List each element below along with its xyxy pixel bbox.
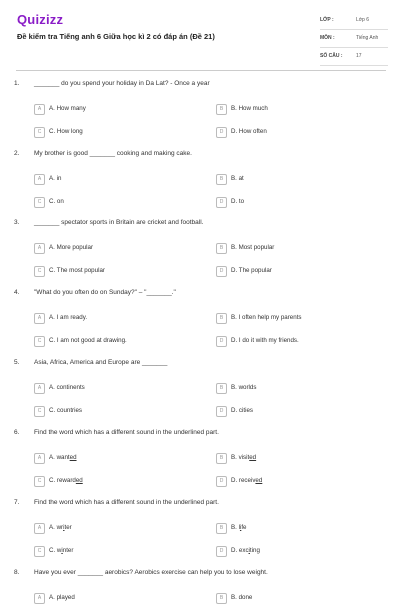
option-letter-box: C xyxy=(34,127,45,138)
option-text xyxy=(231,337,299,344)
option-text-main: D. The popular xyxy=(231,267,272,274)
option-text xyxy=(231,384,256,391)
option-text-main: A. More popular xyxy=(49,244,94,251)
option-text-main: D. receiv xyxy=(231,477,256,484)
answer-option-c[interactable] xyxy=(34,406,194,417)
option-text-main: C. w xyxy=(49,547,62,554)
option-letter-box: C xyxy=(34,266,45,277)
question-number: 8. xyxy=(14,569,20,576)
answer-option-d[interactable] xyxy=(216,546,376,557)
option-text-main: C. reward xyxy=(49,477,76,484)
answer-option-b[interactable] xyxy=(216,104,376,115)
option-letter-box: C xyxy=(34,197,45,208)
option-letter-box: C xyxy=(34,546,45,557)
option-letter-box: A xyxy=(34,174,45,185)
answer-option-a[interactable] xyxy=(34,593,194,604)
answer-option-a[interactable] xyxy=(34,453,194,464)
option-letter-box: A xyxy=(34,383,45,394)
option-text xyxy=(49,454,77,461)
option-letter-box: C xyxy=(34,336,45,347)
option-underlined-part: i xyxy=(63,524,65,531)
option-letter-box: C xyxy=(34,406,45,417)
worksheet-title: Đề kiểm tra Tiếng anh 6 Giữa học kì 2 có đáp án (Đề 21) xyxy=(17,32,215,41)
option-text xyxy=(231,314,302,321)
option-letter-box: C xyxy=(34,476,45,487)
option-text-main: C. on xyxy=(49,198,64,205)
header-divider xyxy=(16,70,386,71)
question-text: Have you ever _______ aerobics? Aerobics exercise can help you to lose weight. xyxy=(34,569,268,576)
option-underlined-part: ed xyxy=(69,454,77,461)
question-number: 4. xyxy=(14,289,20,296)
option-text xyxy=(231,175,244,182)
answer-option-a[interactable] xyxy=(34,383,194,394)
answer-option-d[interactable] xyxy=(216,476,376,487)
option-text xyxy=(49,384,85,391)
question-number: 1. xyxy=(14,80,20,87)
option-letter-box: A xyxy=(34,313,45,324)
option-text xyxy=(49,524,72,531)
option-text xyxy=(49,547,73,554)
answer-option-a[interactable] xyxy=(34,313,194,324)
option-text xyxy=(231,454,256,461)
answer-option-a[interactable] xyxy=(34,174,194,185)
option-text xyxy=(231,128,267,135)
answer-option-b[interactable] xyxy=(216,453,376,464)
option-letter-box: A xyxy=(34,593,45,604)
option-underlined-part: ed xyxy=(75,477,83,484)
option-letter-box: B xyxy=(216,523,227,534)
question-number: 3. xyxy=(14,219,20,226)
option-text-main: A. continents xyxy=(49,384,85,391)
option-letter-box: D xyxy=(216,127,227,138)
option-underlined-part: ed xyxy=(255,477,263,484)
option-text-main: C. How long xyxy=(49,128,83,135)
option-letter-box: D xyxy=(216,336,227,347)
option-letter-box: B xyxy=(216,104,227,115)
option-text-main: B. visit xyxy=(231,454,250,461)
option-text-main: C. I am not good at drawing. xyxy=(49,337,127,344)
option-text-main: B. at xyxy=(231,175,244,182)
option-text-main: D. cities xyxy=(231,407,254,414)
option-text-main: A. played xyxy=(49,594,75,601)
answer-option-c[interactable] xyxy=(34,546,194,557)
option-letter-box: D xyxy=(216,266,227,277)
option-text-main: B. l xyxy=(231,524,240,531)
answer-option-c[interactable] xyxy=(34,197,194,208)
meta-row-subject xyxy=(320,30,388,48)
meta-value: 17 xyxy=(356,53,362,59)
question-text: My brother is good _______ cooking and making cake. xyxy=(34,150,192,157)
answer-option-b[interactable] xyxy=(216,593,376,604)
option-text-main: D. I do it with my friends. xyxy=(231,337,299,344)
option-text-main: A. want xyxy=(49,454,70,461)
option-underlined-part: i xyxy=(239,524,242,531)
answer-option-a[interactable] xyxy=(34,523,194,534)
answer-option-b[interactable] xyxy=(216,174,376,185)
answer-option-d[interactable] xyxy=(216,266,376,277)
option-letter-box: D xyxy=(216,406,227,417)
option-text xyxy=(49,337,127,344)
option-letter-box: D xyxy=(216,476,227,487)
option-letter-box: A xyxy=(34,243,45,254)
option-letter-box: D xyxy=(216,546,227,557)
quizizz-logo: Quizizz xyxy=(17,12,64,27)
question-number: 2. xyxy=(14,150,20,157)
option-text xyxy=(231,477,262,484)
option-letter-box: B xyxy=(216,313,227,324)
answer-option-d[interactable] xyxy=(216,127,376,138)
option-text xyxy=(231,244,274,251)
option-text-rest: nter xyxy=(62,547,74,554)
answer-option-a[interactable] xyxy=(34,243,194,254)
worksheet-meta xyxy=(320,12,388,66)
option-letter-box: A xyxy=(34,104,45,115)
question-number: 6. xyxy=(14,429,20,436)
option-text-main: B. done xyxy=(231,594,253,601)
option-text-main: A. wr xyxy=(49,524,64,531)
question-number: 5. xyxy=(14,359,20,366)
option-text-rest: fe xyxy=(241,524,247,531)
option-text-main: C. countries xyxy=(49,407,83,414)
option-text-rest: ting xyxy=(249,547,260,554)
question-number: 7. xyxy=(14,499,20,506)
question-text: Asia, Africa, America and Europe are _______ xyxy=(34,359,168,366)
option-text xyxy=(49,407,82,414)
option-underlined-part: ed xyxy=(249,454,257,461)
option-letter-box: D xyxy=(216,197,227,208)
answer-option-b[interactable] xyxy=(216,383,376,394)
option-text-main: D. to xyxy=(231,198,245,205)
option-letter-box: B xyxy=(216,243,227,254)
answer-option-b[interactable] xyxy=(216,243,376,254)
option-text xyxy=(231,267,272,274)
answer-option-c[interactable] xyxy=(34,336,194,347)
option-text xyxy=(231,547,260,554)
option-text-main: A. How many xyxy=(49,105,86,112)
option-text xyxy=(49,105,86,112)
option-text xyxy=(49,175,61,182)
answer-option-c[interactable] xyxy=(34,266,194,277)
question-text: _______ spectator sports in Britain are cricket and football. xyxy=(34,219,204,226)
option-text-main: A. I am ready. xyxy=(49,314,88,321)
option-text-main: B. Most popular xyxy=(231,244,275,251)
meta-row-grade xyxy=(320,12,388,30)
answer-option-b[interactable] xyxy=(216,523,376,534)
option-text-main: D. exc xyxy=(231,547,249,554)
option-text xyxy=(231,407,253,414)
option-letter-box: A xyxy=(34,453,45,464)
question-text: _______ do you spend your holiday in Da Lat? - Once a year xyxy=(34,80,210,87)
meta-value: Tiếng Anh xyxy=(356,35,379,41)
option-text xyxy=(49,267,105,274)
option-letter-box: B xyxy=(216,174,227,185)
answer-option-d[interactable] xyxy=(216,336,376,347)
option-text xyxy=(49,198,64,205)
answer-option-d[interactable] xyxy=(216,406,376,417)
option-text-main: D. How often xyxy=(231,128,267,135)
answer-option-a[interactable] xyxy=(34,104,194,115)
option-text xyxy=(49,477,83,484)
option-text-main: B. worlds xyxy=(231,384,257,391)
option-text xyxy=(49,244,93,251)
question-text: Find the word which has a different sound in the underlined part. xyxy=(34,429,219,436)
answer-option-c[interactable] xyxy=(34,476,194,487)
option-underlined-part: i xyxy=(61,547,63,554)
worksheet-header xyxy=(0,0,400,70)
option-underlined-part: i xyxy=(248,547,250,554)
option-text-main: B. I often help my parents xyxy=(231,314,302,321)
option-text xyxy=(49,128,83,135)
option-letter-box: B xyxy=(216,453,227,464)
meta-label: SỐ CÂU : xyxy=(320,53,343,59)
option-text xyxy=(231,198,244,205)
question-text: "What do you often do on Sunday?" – "_______." xyxy=(34,289,176,296)
option-letter-box: B xyxy=(216,593,227,604)
answer-option-d[interactable] xyxy=(216,197,376,208)
question-text: Find the word which has a different sound in the underlined part. xyxy=(34,499,219,506)
option-text xyxy=(231,524,247,531)
option-text-rest: ter xyxy=(64,524,72,531)
answer-option-c[interactable] xyxy=(34,127,194,138)
option-text-main: A. in xyxy=(49,175,62,182)
meta-row-question-count xyxy=(320,48,388,66)
option-text xyxy=(231,105,268,112)
option-text xyxy=(49,314,87,321)
answer-option-b[interactable] xyxy=(216,313,376,324)
option-text-main: B. How much xyxy=(231,105,268,112)
meta-label: MÔN : xyxy=(320,35,335,41)
option-text-main: C. The most popular xyxy=(49,267,105,274)
option-letter-box: B xyxy=(216,383,227,394)
meta-value: Lớp 6 xyxy=(356,17,370,23)
option-letter-box: A xyxy=(34,523,45,534)
meta-label: LỚP : xyxy=(320,17,334,23)
